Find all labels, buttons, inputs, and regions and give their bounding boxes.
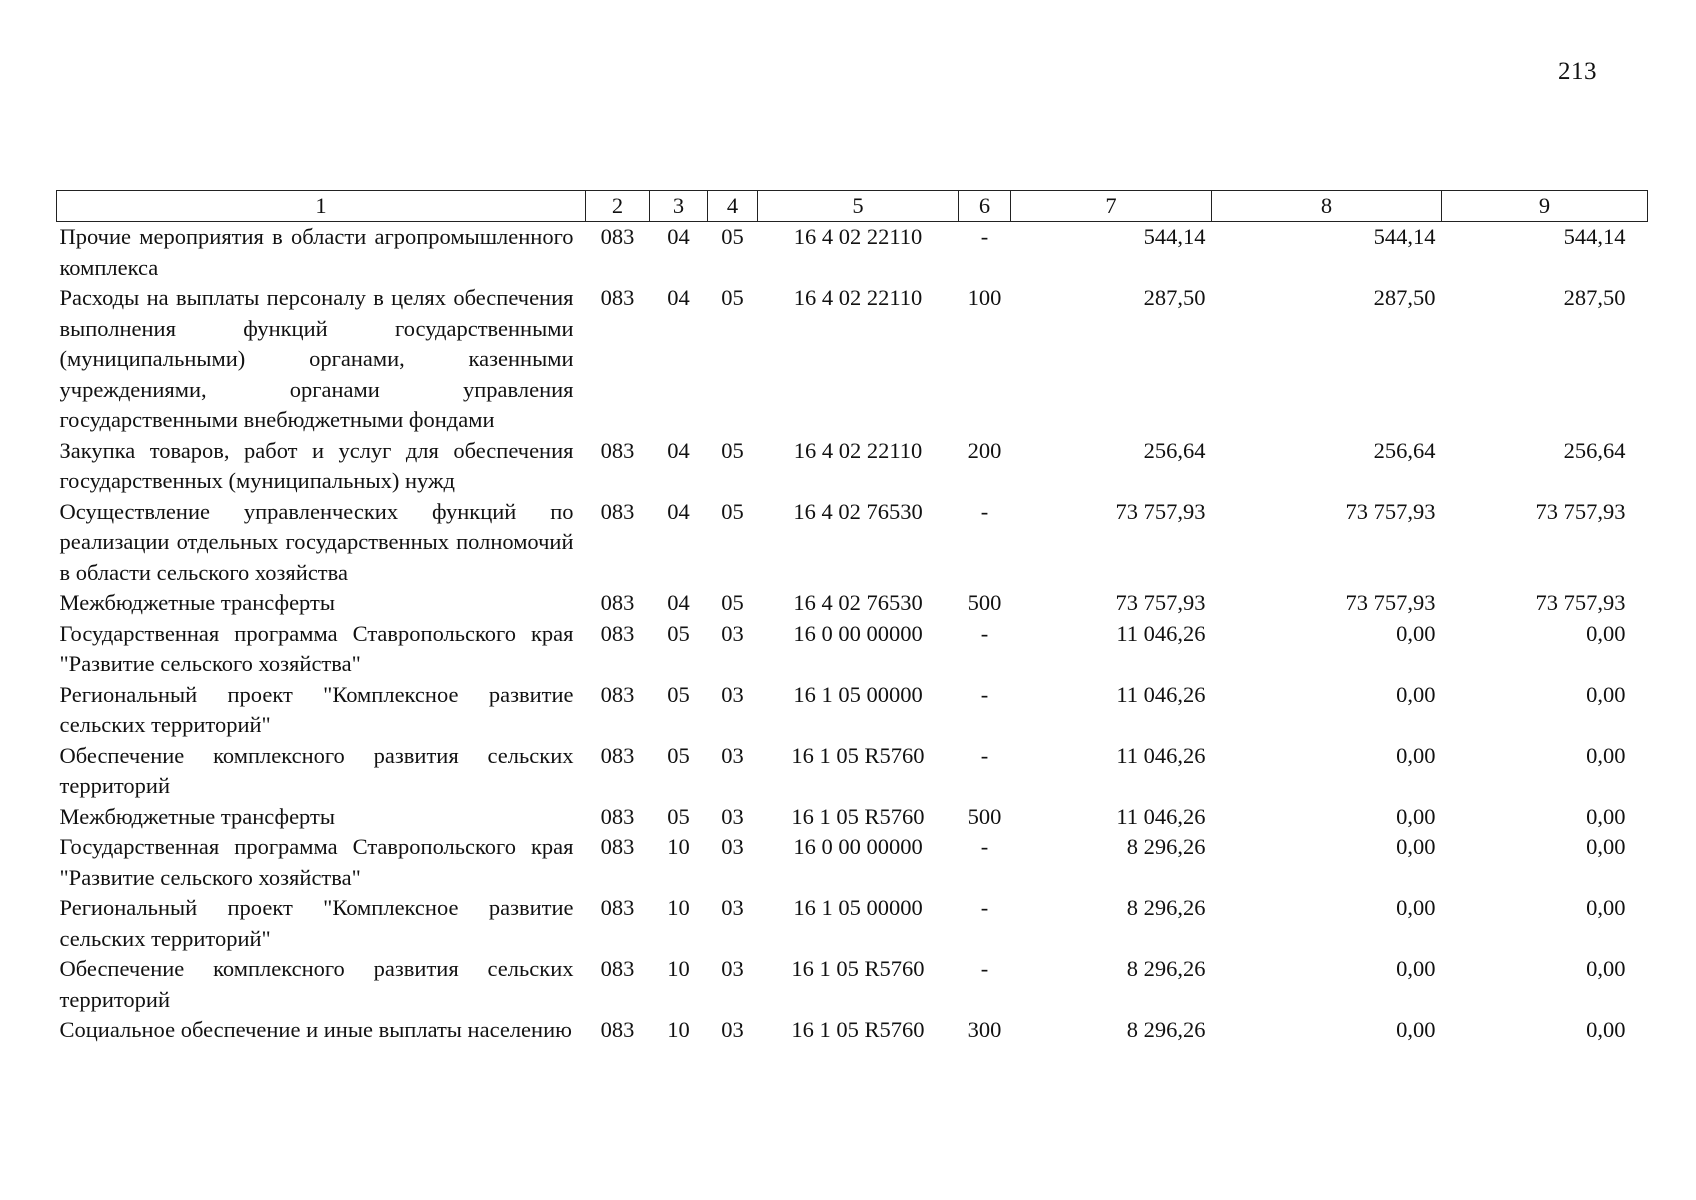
row-col-8: 256,64 <box>1373 437 1436 463</box>
header-col-6: 6 <box>959 191 1011 222</box>
row-col-8: 73 757,93 <box>1345 498 1436 524</box>
row-col-7: 8 296,26 <box>1126 956 1206 981</box>
row-col-5: 16 1 05 00000 <box>793 681 923 707</box>
row-col-6: - <box>980 956 989 981</box>
header-col-3: 3 <box>650 191 708 222</box>
row-col-2: 083 <box>600 1017 635 1042</box>
row-col-3: 05 <box>667 620 690 646</box>
row-col-7: 287,50 <box>1143 285 1206 310</box>
row-col-6: - <box>980 834 989 859</box>
row-col-6: 300 <box>967 1017 1002 1042</box>
table-row <box>57 802 1648 833</box>
header-col-2: 2 <box>586 191 650 222</box>
row-col-3: 05 <box>667 803 690 829</box>
row-col-8: 0,00 <box>1396 1017 1436 1042</box>
row-col-5: 16 0 00 00000 <box>793 620 923 646</box>
row-col-2: 083 <box>600 620 635 646</box>
header-row <box>57 191 1648 222</box>
row-col-4: 03 <box>721 620 744 646</box>
row-col-7: 544,14 <box>1143 224 1206 249</box>
row-col-8: 0,00 <box>1396 681 1436 707</box>
row-name: Государственная программа Ставропольского края "Развитие сельского хозяйства" <box>59 834 574 890</box>
row-col-6: 500 <box>967 803 1002 829</box>
row-col-4: 05 <box>721 590 744 615</box>
row-col-7: 73 757,93 <box>1115 590 1206 615</box>
row-col-5: 16 1 05 R5760 <box>791 803 925 829</box>
row-col-2: 083 <box>600 895 635 920</box>
row-col-3: 04 <box>667 498 690 524</box>
row-col-9: 0,00 <box>1586 956 1626 981</box>
row-col-7: 256,64 <box>1143 437 1206 463</box>
row-col-3: 04 <box>667 224 690 249</box>
row-name: Межбюджетные трансферты <box>59 803 335 829</box>
table-body <box>57 222 1648 1046</box>
row-col-6: - <box>980 620 989 646</box>
budget-table <box>56 190 1648 1046</box>
row-col-2: 083 <box>600 681 635 707</box>
row-col-3: 10 <box>667 895 690 920</box>
row-col-8: 0,00 <box>1396 620 1436 646</box>
header-col-9: 9 <box>1442 191 1648 222</box>
row-col-9: 0,00 <box>1586 834 1626 859</box>
row-col-7: 8 296,26 <box>1126 834 1206 859</box>
row-col-2: 083 <box>600 742 635 768</box>
row-col-7: 8 296,26 <box>1126 895 1206 920</box>
row-col-6: 200 <box>967 437 1002 463</box>
row-col-3: 04 <box>667 437 690 463</box>
table-row <box>57 741 1648 802</box>
row-col-3: 10 <box>667 956 690 981</box>
row-col-3: 05 <box>667 681 690 707</box>
table-row <box>57 222 1648 284</box>
row-col-2: 083 <box>600 498 635 524</box>
row-col-5: 16 1 05 00000 <box>793 895 923 920</box>
row-col-3: 04 <box>667 285 690 310</box>
header-col-8: 8 <box>1212 191 1442 222</box>
table-row <box>57 588 1648 619</box>
row-col-9: 0,00 <box>1586 681 1626 707</box>
table-row <box>57 1015 1648 1046</box>
row-col-7: 11 046,26 <box>1116 620 1206 646</box>
row-name: Социальное обеспечение и иные выплаты населению <box>59 1017 572 1042</box>
row-col-6: 100 <box>967 285 1002 310</box>
row-name: Осуществление управленческих функций по реализации отдельных государственных полномочий в области сельского хозяйства <box>59 498 574 585</box>
row-col-8: 0,00 <box>1396 895 1436 920</box>
row-col-9: 0,00 <box>1586 1017 1626 1042</box>
row-col-9: 544,14 <box>1563 224 1626 249</box>
row-col-9: 0,00 <box>1586 742 1626 768</box>
row-name: Межбюджетные трансферты <box>59 590 335 615</box>
row-col-9: 256,64 <box>1563 437 1626 463</box>
row-col-8: 287,50 <box>1373 285 1436 310</box>
row-col-5: 16 1 05 R5760 <box>791 1017 925 1042</box>
row-col-4: 03 <box>721 742 744 768</box>
row-col-7: 8 296,26 <box>1126 1017 1206 1042</box>
table-row <box>57 436 1648 497</box>
row-col-4: 05 <box>721 498 744 524</box>
row-col-5: 16 0 00 00000 <box>793 834 923 859</box>
row-col-7: 11 046,26 <box>1116 803 1206 829</box>
table-row <box>57 283 1648 436</box>
row-name: Региональный проект "Комплексное развитие сельских территорий" <box>59 681 574 737</box>
table-row <box>57 497 1648 589</box>
row-col-4: 05 <box>721 437 744 463</box>
row-col-3: 04 <box>667 590 690 615</box>
row-name: Расходы на выплаты персоналу в целях обеспечения выполнения функций государственными (муниципальными) органами, казенными учреждениями, органами управления государственными внебюджетными фондами <box>59 285 574 432</box>
row-col-6: - <box>980 224 989 249</box>
row-col-5: 16 4 02 22110 <box>793 437 923 463</box>
row-col-2: 083 <box>600 803 635 829</box>
row-col-2: 083 <box>600 437 635 463</box>
row-name: Обеспечение комплексного развития сельских территорий <box>59 956 574 1012</box>
row-col-8: 73 757,93 <box>1345 590 1436 615</box>
row-col-9: 0,00 <box>1586 803 1626 829</box>
row-col-6: - <box>980 742 989 768</box>
row-col-9: 0,00 <box>1586 895 1626 920</box>
row-col-8: 0,00 <box>1396 803 1436 829</box>
row-col-9: 73 757,93 <box>1535 498 1626 524</box>
row-col-3: 10 <box>667 1017 690 1042</box>
header-col-4: 4 <box>708 191 758 222</box>
row-col-8: 544,14 <box>1373 224 1436 249</box>
row-col-2: 083 <box>600 956 635 981</box>
row-col-2: 083 <box>600 590 635 615</box>
row-col-5: 16 4 02 22110 <box>793 285 923 310</box>
table-row <box>57 619 1648 680</box>
page-number: 213 <box>1558 58 1597 85</box>
row-col-4: 03 <box>721 681 744 707</box>
table-row <box>57 954 1648 1015</box>
row-col-9: 73 757,93 <box>1535 590 1626 615</box>
row-col-4: 03 <box>721 803 744 829</box>
table-header <box>57 191 1648 222</box>
row-col-2: 083 <box>600 285 635 310</box>
table-row <box>57 893 1648 954</box>
header-col-5: 5 <box>758 191 959 222</box>
row-col-6: - <box>980 681 989 707</box>
row-name: Государственная программа Ставропольского края "Развитие сельского хозяйства" <box>59 620 574 676</box>
row-col-5: 16 4 02 22110 <box>793 224 923 249</box>
row-col-9: 0,00 <box>1586 620 1626 646</box>
row-col-6: - <box>980 498 989 524</box>
row-col-4: 03 <box>721 956 744 981</box>
row-col-9: 287,50 <box>1563 285 1626 310</box>
row-col-5: 16 1 05 R5760 <box>791 956 925 981</box>
row-col-4: 03 <box>721 895 744 920</box>
row-col-2: 083 <box>600 834 635 859</box>
row-col-8: 0,00 <box>1396 742 1436 768</box>
row-col-8: 0,00 <box>1396 834 1436 859</box>
header-col-1: 1 <box>57 191 586 222</box>
row-col-3: 05 <box>667 742 690 768</box>
row-col-4: 05 <box>721 224 744 249</box>
row-col-4: 03 <box>721 1017 744 1042</box>
row-col-6: - <box>980 895 989 920</box>
row-name: Региональный проект "Комплексное развитие сельских территорий" <box>59 895 574 951</box>
row-col-7: 73 757,93 <box>1115 498 1206 524</box>
row-col-4: 05 <box>721 285 744 310</box>
row-col-8: 0,00 <box>1396 956 1436 981</box>
table-row <box>57 680 1648 741</box>
row-name: Обеспечение комплексного развития сельских территорий <box>59 742 574 798</box>
row-col-6: 500 <box>967 590 1002 615</box>
row-col-5: 16 1 05 R5760 <box>791 742 925 768</box>
row-col-3: 10 <box>667 834 690 859</box>
row-name: Прочие мероприятия в области агропромышленного комплекса <box>59 224 574 280</box>
row-col-7: 11 046,26 <box>1116 742 1206 768</box>
row-col-2: 083 <box>600 224 635 249</box>
row-col-4: 03 <box>721 834 744 859</box>
header-col-7: 7 <box>1011 191 1212 222</box>
table-row <box>57 832 1648 893</box>
row-col-5: 16 4 02 76530 <box>793 498 923 524</box>
row-col-5: 16 4 02 76530 <box>793 590 923 615</box>
row-name: Закупка товаров, работ и услуг для обеспечения государственных (муниципальных) нужд <box>59 437 574 493</box>
row-col-7: 11 046,26 <box>1116 681 1206 707</box>
